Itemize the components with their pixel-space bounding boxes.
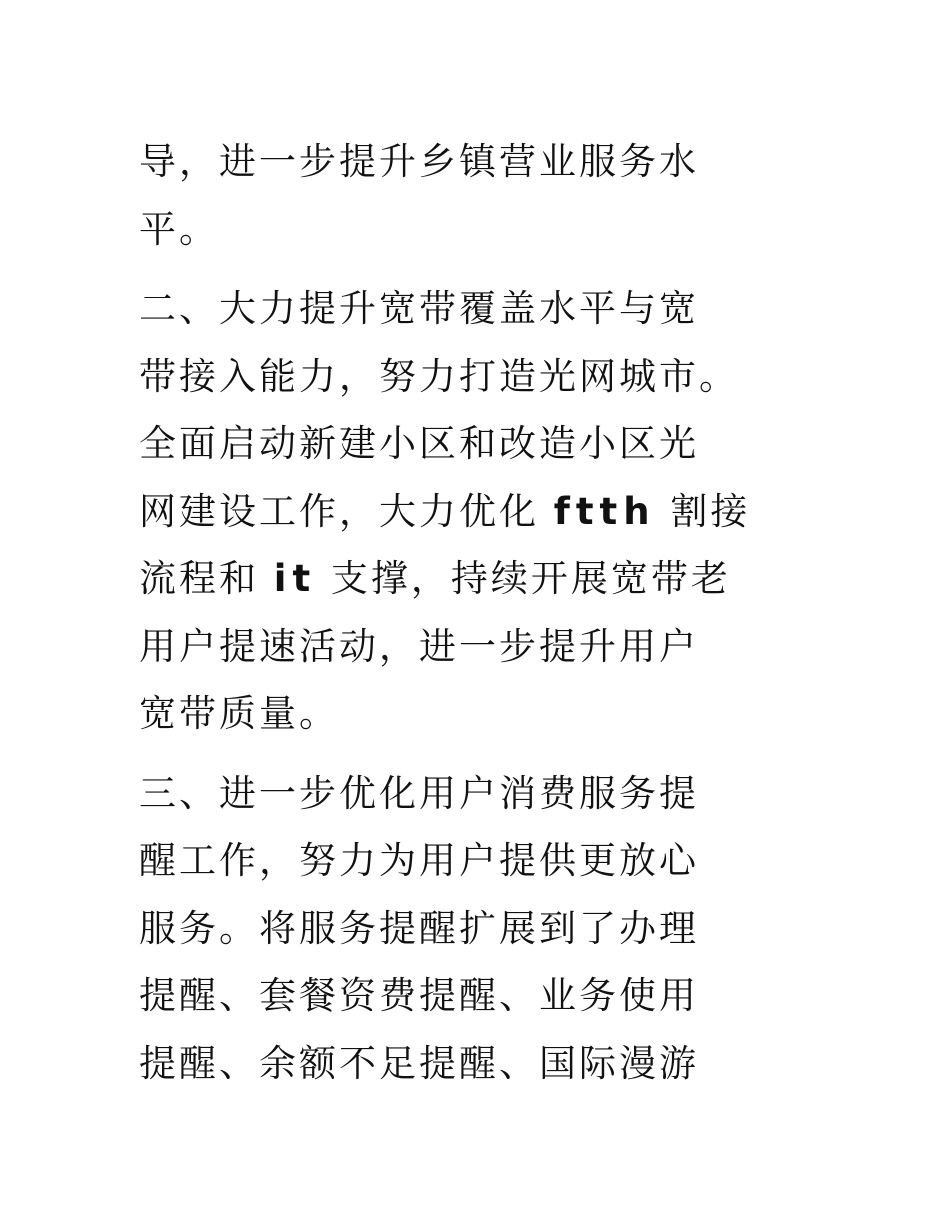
text-segment: 流程和: [139, 557, 274, 600]
term-ftth: ftth: [553, 489, 656, 533]
paragraph-1: [139, 128, 819, 263]
document-page: [139, 128, 819, 1097]
text-line: 平。: [139, 207, 219, 251]
text-line: 宽带质量。: [139, 692, 339, 735]
term-it: it: [273, 557, 317, 600]
text-line: 带接入能力，努力打造光网城市。: [139, 354, 739, 398]
text-line: 提醒、余额不足提醒、国际漫游: [139, 1041, 699, 1085]
text-line: 服务。将服务提醒扩展到了办理: [139, 906, 699, 950]
text-line: 全面启动新建小区和改造小区光: [139, 422, 699, 465]
text-line: 提醒、套餐资费提醒、业务使用: [139, 974, 699, 1017]
text-line: [139, 478, 819, 546]
paragraph-3: [139, 760, 819, 1098]
text-segment: 网建设工作，大力优化: [139, 489, 554, 533]
text-line: 用户提速活动，进一步提升用户: [139, 624, 699, 668]
text-line: 醒工作，努力为用户提供更放心: [139, 839, 699, 882]
text-segment: 支撑，持续开展宽带老: [316, 557, 731, 600]
text-line: 导，进一步提升乡镇营业服务水: [139, 140, 699, 183]
paragraph-2: [139, 275, 819, 748]
text-line: 三、进一步优化用户消费服务提: [139, 771, 699, 815]
text-segment: 割接: [655, 489, 751, 533]
text-line: 二、大力提升宽带覆盖水平与宽: [139, 287, 699, 330]
text-line: [139, 545, 819, 613]
